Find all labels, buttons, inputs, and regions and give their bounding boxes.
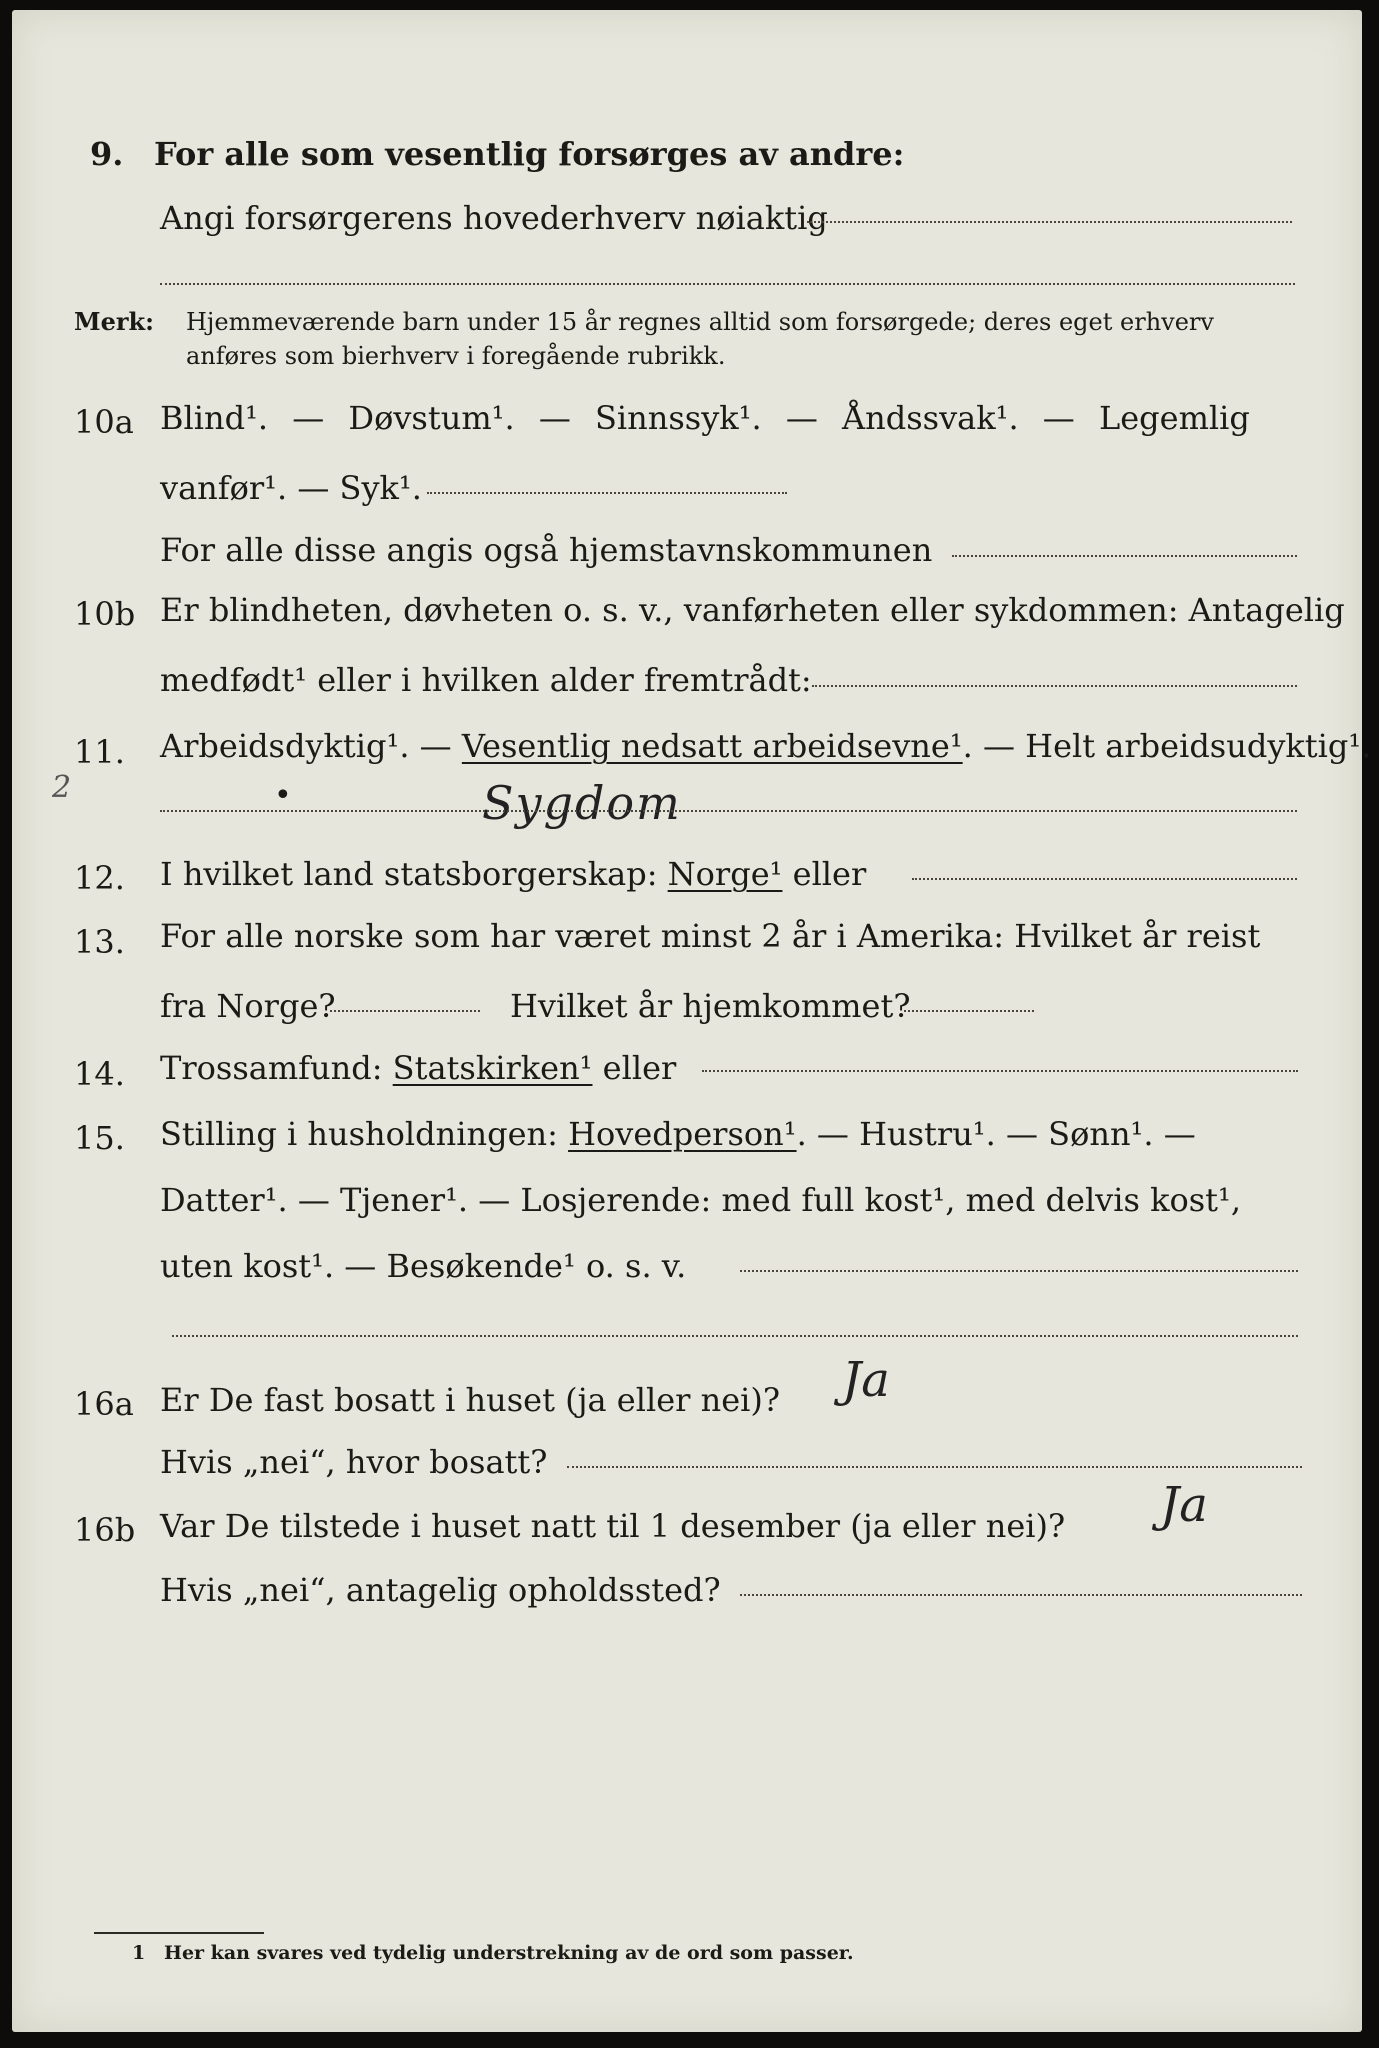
q13-reist-label: fra Norge?	[160, 987, 336, 1025]
q15-options-rest: . — Hustru¹. — Sønn¹. —	[796, 1115, 1196, 1153]
q10b-answer-line[interactable]	[812, 685, 1297, 687]
q10a-line-2: vanfør¹. — Syk¹.	[160, 469, 422, 507]
merk-line-2: anføres som bierhverv i foregående rubrikk.	[186, 342, 726, 370]
q16b-handwritten-answer: Ja	[1160, 1477, 1208, 1533]
q15-line-2: Datter¹. — Tjener¹. — Losjerende: med full kost¹, med delvis kost¹,	[160, 1181, 1242, 1219]
q14-option-statskirken[interactable]: Statskirken¹	[392, 1049, 593, 1087]
q11-options	[160, 726, 1371, 766]
footnote-mark: 1	[132, 1942, 146, 1964]
q12-text	[160, 854, 866, 894]
q10a-hjemstavn-line[interactable]	[952, 555, 1297, 557]
q12-number: 12.	[74, 859, 125, 897]
q12-label: I hvilket land statsborgerskap:	[160, 855, 668, 893]
q9-answer-line[interactable]	[807, 221, 1292, 223]
q9-heading: For alle som vesentlig forsørges av andre:	[154, 135, 905, 173]
footnote-separator	[94, 1932, 264, 1934]
q14-option-eller: eller	[592, 1049, 677, 1087]
q10a-line-1: Blind¹. — Døvstum¹. — Sinnssyk¹. — Åndssvak¹. — Legemlig	[160, 399, 1250, 437]
q10b-line-2: medfødt¹ eller i hvilken alder fremtrådt:	[160, 661, 812, 699]
q14-number: 14.	[74, 1055, 125, 1093]
merk-line-1: Hjemmeværende barn under 15 år regnes alltid som forsørgede; deres eget erhverv	[186, 308, 1214, 336]
q15-answer-line-2[interactable]	[172, 1335, 1298, 1337]
q15-label: Stilling i husholdningen:	[160, 1115, 569, 1153]
q14-answer-line[interactable]	[702, 1070, 1298, 1072]
q15-option-hovedperson[interactable]: Hovedperson¹	[568, 1115, 797, 1153]
q10b-line-1: Er blindheten, døvheten o. s. v., vanførheten eller sykdommen: Antagelig	[160, 591, 1345, 629]
q10b-number: 10b	[74, 595, 136, 633]
q16b-number: 16b	[74, 1511, 136, 1549]
q15-line-3: uten kost¹. — Besøkende¹ o. s. v.	[160, 1247, 687, 1285]
q11-option-arbeidsdyktig[interactable]: Arbeidsdyktig¹. —	[160, 727, 462, 765]
q16a-handwritten-answer: Ja	[842, 1352, 890, 1408]
footnote-text: Her kan svares ved tydelig understrekning av de ord som passer.	[164, 1942, 854, 1964]
q13-hjemkommet-line[interactable]	[904, 1010, 1034, 1012]
q11-handwritten-answer: Sygdom	[482, 776, 682, 830]
q16a-answer-line[interactable]	[567, 1466, 1302, 1468]
q15-number: 15.	[74, 1119, 125, 1157]
q12-option-eller: eller	[782, 855, 867, 893]
q12-option-norge[interactable]: Norge¹	[667, 855, 783, 893]
q11-option-helt-udyktig[interactable]: . — Helt arbeidsudyktig¹.	[962, 727, 1372, 765]
q10a-number: 10a	[74, 403, 134, 441]
q9-answer-line-2[interactable]	[160, 283, 1295, 285]
q16a-number: 16a	[74, 1385, 134, 1423]
merk-label: Merk:	[74, 307, 154, 336]
q15-line-1	[160, 1114, 1196, 1154]
q11-margin-note: 2	[52, 770, 72, 805]
q13-number: 13.	[74, 923, 125, 961]
q13-hjemkommet-label: Hvilket år hjemkommet?	[510, 987, 911, 1025]
q14-label: Trossamfund:	[160, 1049, 393, 1087]
q10a-line-3: For alle disse angis også hjemstavnskommunen	[160, 531, 933, 569]
q11-answer-line[interactable]	[160, 810, 1297, 812]
q16b-question: Var De tilstede i huset natt til 1 desember (ja eller nei)?	[160, 1507, 1066, 1545]
q14-text	[160, 1048, 676, 1088]
q9-number: 9.	[90, 135, 124, 173]
q16a-followup: Hvis „nei“, hvor bosatt?	[160, 1443, 548, 1481]
q11-number: 11.	[74, 733, 125, 771]
q15-answer-line[interactable]	[740, 1270, 1298, 1272]
q16b-followup: Hvis „nei“, antagelig opholdssted?	[160, 1571, 721, 1609]
census-form-page	[12, 10, 1372, 2032]
q12-answer-line[interactable]	[912, 878, 1297, 880]
q13-line-1: For alle norske som har været minst 2 år i Amerika: Hvilket år reist	[160, 917, 1261, 955]
q11-option-vesentlig-nedsatt[interactable]: Vesentlig nedsatt arbeidsevne¹	[461, 727, 963, 765]
q10a-answer-line[interactable]	[427, 492, 787, 494]
q9-label: Angi forsørgerens hovederhverv nøiaktig	[160, 199, 828, 237]
q11-dot-mark: •	[274, 778, 292, 813]
q13-reist-line[interactable]	[330, 1010, 480, 1012]
q16a-question: Er De fast bosatt i huset (ja eller nei)?	[160, 1381, 781, 1419]
q16b-answer-line[interactable]	[740, 1594, 1302, 1596]
